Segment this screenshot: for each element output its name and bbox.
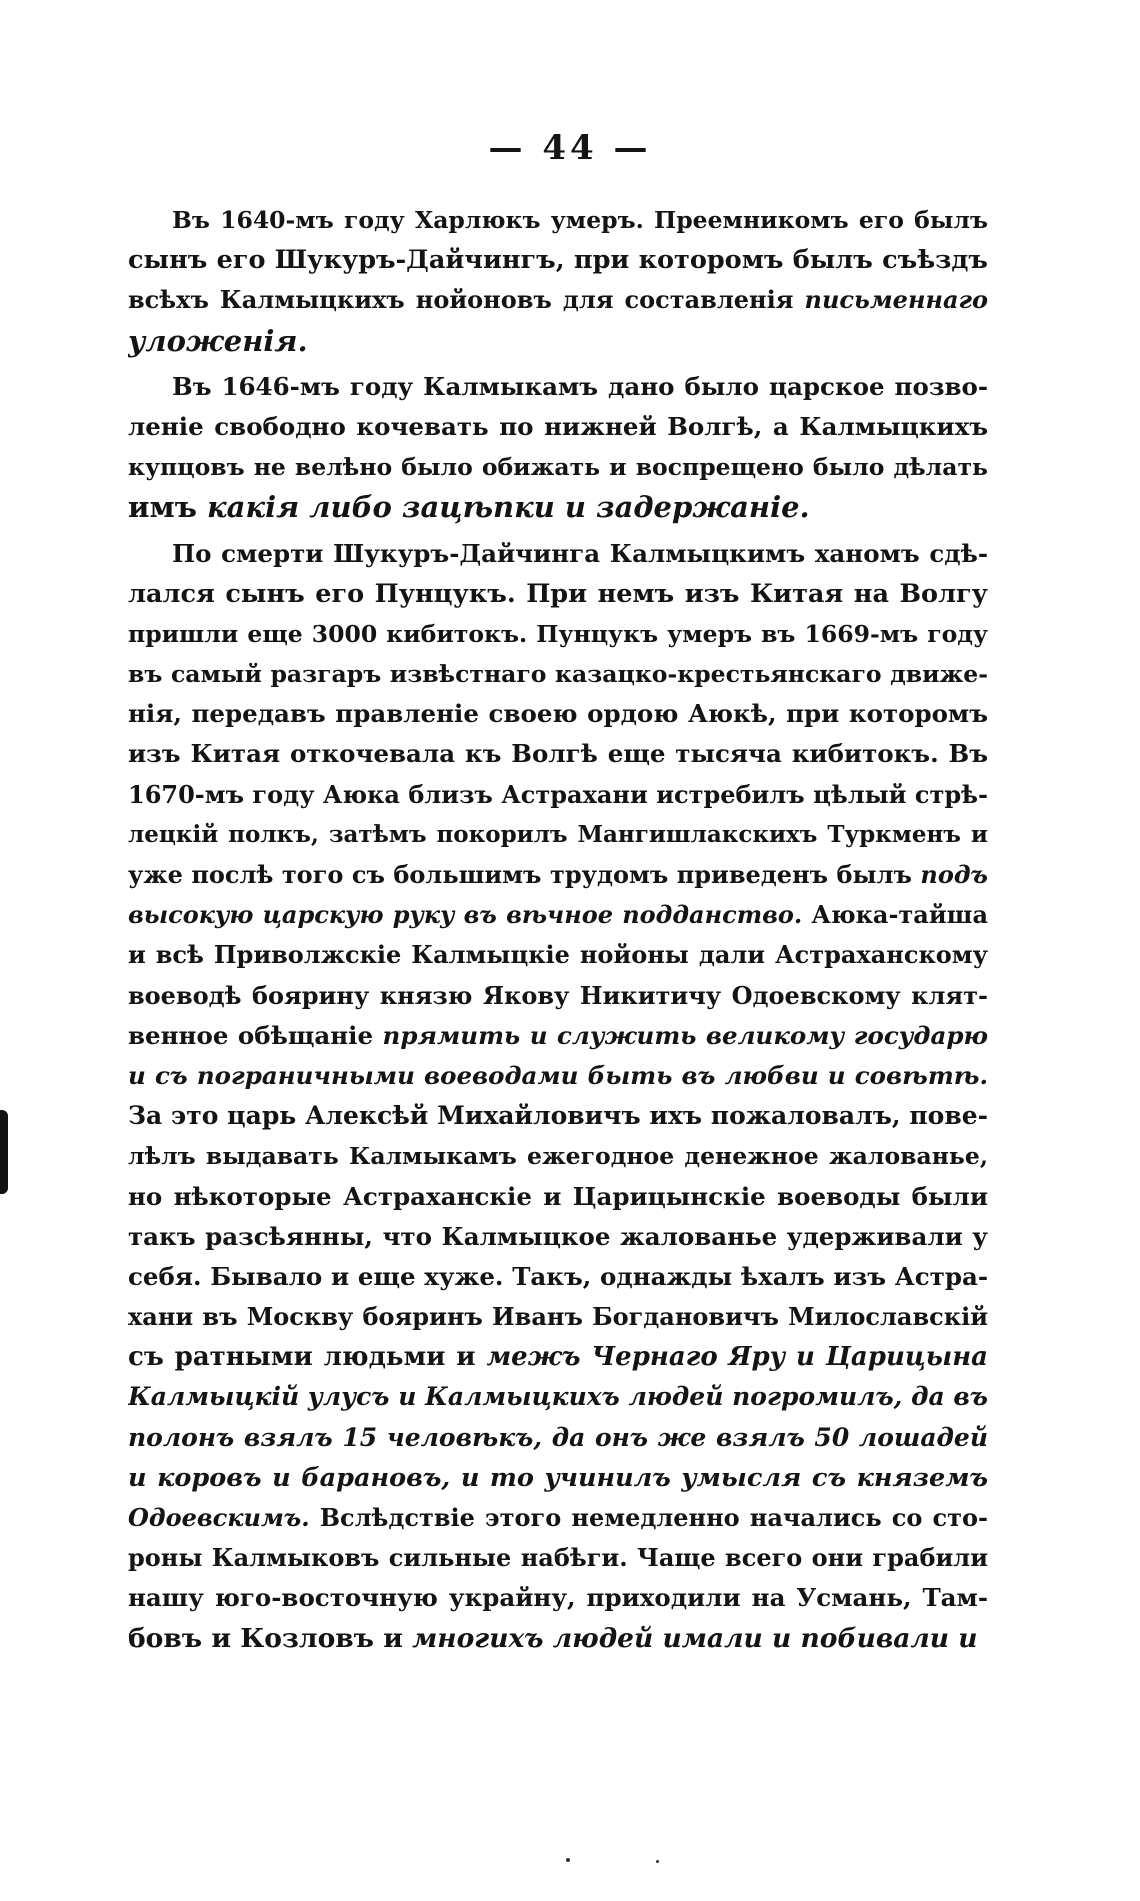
text-line xyxy=(128,734,988,774)
text-span: Вслѣдствіе этого немедленно начались со сто- xyxy=(309,1503,988,1532)
text-line xyxy=(128,614,988,654)
text-span: купцовъ не велѣно было обижать и воспрещено было дѣлать xyxy=(128,453,988,482)
scan-speck xyxy=(656,1860,659,1863)
text-span: съ ратными людьми и xyxy=(128,1342,487,1373)
text-line xyxy=(128,447,988,487)
italic-text: подъ xyxy=(920,860,988,889)
text-line xyxy=(128,487,988,527)
paragraph xyxy=(128,534,988,1659)
text-span: нія, передавъ правленіе своею ордою Аюкѣ, при которомъ xyxy=(128,699,988,729)
text-span: бовъ и Козловъ и xyxy=(128,1622,413,1654)
italic-text: прямить и служить великому государю xyxy=(382,1020,988,1050)
text-span: лецкій полкъ, затѣмъ покорилъ Мангишлакскихъ Туркменъ и xyxy=(128,820,988,848)
italic-text: высокую царскую руку въ вѣчное подданство. xyxy=(128,900,803,930)
text-line xyxy=(128,855,988,895)
text-span: Въ 1646-мъ году Калмыкамъ дано было царское позво- xyxy=(172,371,988,401)
body-text xyxy=(128,200,988,1659)
text-span: такъ разсѣянны, что Калмыцкое жалованье удерживали у xyxy=(128,1221,988,1251)
text-line xyxy=(128,976,988,1016)
text-span: По смерти Шукуръ-Дайчинга Калмыцкимъ ханомъ сдѣ- xyxy=(172,538,988,568)
text-line xyxy=(128,1056,988,1096)
paragraph xyxy=(128,367,988,528)
text-span: въ самый разгаръ извѣстнаго казацко-крестьянскаго движе- xyxy=(128,660,988,689)
scan-edge-mark xyxy=(0,1110,8,1194)
text-line xyxy=(128,321,988,361)
text-span: уже послѣ того съ большимъ трудомъ приведенъ былъ xyxy=(128,860,921,889)
text-span: Въ 1640-мъ году Харлюкъ умеръ. Преемникомъ его былъ xyxy=(172,206,988,234)
text-line xyxy=(128,1337,988,1377)
text-line xyxy=(128,574,988,614)
text-line xyxy=(128,895,988,935)
text-span: пришли еще 3000 кибитокъ. Пунцукъ умеръ въ 1669-мъ году xyxy=(128,619,988,648)
scan-speck xyxy=(566,1858,570,1862)
text-span: 1670-мъ году Аюка близъ Астрахани истребилъ цѣлый стрѣ- xyxy=(128,779,988,809)
text-line xyxy=(128,1619,988,1659)
text-line xyxy=(128,367,988,407)
text-span: имъ xyxy=(128,490,208,525)
text-line xyxy=(128,815,988,855)
text-span: За это царь Алексѣй Михайловичъ ихъ пожаловалъ, пове- xyxy=(128,1101,988,1131)
text-line xyxy=(128,1418,988,1458)
italic-text: и съ пограничными воеводами быть въ любви и совѣтѣ. xyxy=(128,1060,988,1090)
text-span: воеводѣ боярину князю Якову Никитичу Одоевскому клят- xyxy=(128,980,988,1010)
text-span: нашу юго-восточную украйну, приходили на Усмань, Там- xyxy=(128,1583,988,1613)
paragraph xyxy=(128,200,988,361)
text-line xyxy=(128,694,988,734)
text-line xyxy=(128,1177,988,1217)
text-span: но нѣкоторые Астраханскіе и Царицынскіе воеводы были xyxy=(128,1181,988,1211)
text-line xyxy=(128,1016,988,1056)
text-line xyxy=(128,1096,988,1136)
text-span: сынъ его Шукуръ-Дайчингъ, при которомъ былъ съѣздъ xyxy=(128,245,988,276)
text-line xyxy=(128,935,988,975)
italic-text: полонъ взялъ 15 человѣкъ, да онъ же взялъ 50 лошадей xyxy=(128,1422,988,1452)
text-line xyxy=(128,200,988,240)
italic-text: многихъ людей имали и побивали и xyxy=(412,1622,978,1654)
italic-text: уложенія. xyxy=(128,323,308,358)
text-span: всѣхъ Калмыцкихъ нойоновъ для составленія xyxy=(128,285,805,315)
text-line xyxy=(128,654,988,694)
text-span: и всѣ Приволжскіе Калмыцкіе нойоны дали Астраханскому xyxy=(128,940,988,970)
italic-text: Одоевскимъ. xyxy=(128,1503,310,1532)
text-line xyxy=(128,1377,988,1417)
text-line xyxy=(128,1498,988,1538)
italic-text: какія либо зацѣпки и задержаніе. xyxy=(207,490,810,525)
text-span: изъ Китая откочевала къ Волгѣ еще тысяча кибитокъ. Въ xyxy=(128,739,988,769)
italic-text: и коровъ и барановъ, и то учинилъ умысля съ княземъ xyxy=(128,1462,988,1493)
text-line xyxy=(128,1136,988,1176)
text-line xyxy=(128,1458,988,1498)
text-line xyxy=(128,534,988,574)
text-line xyxy=(128,407,988,447)
text-line xyxy=(128,1538,988,1578)
text-line xyxy=(128,1217,988,1257)
text-span: венное обѣщаніе xyxy=(128,1020,383,1050)
text-line xyxy=(128,240,988,280)
page-number: — 44 — xyxy=(488,128,652,168)
italic-text: Калмыцкій улусъ и Калмыцкихъ людей погромилъ, да въ xyxy=(128,1382,988,1412)
text-span: лѣлъ выдавать Калмыкамъ ежегодное денежное жалованье, xyxy=(128,1142,988,1171)
text-span: хани въ Москву бояринъ Иванъ Богдановичъ Милославскій xyxy=(128,1302,988,1332)
text-line xyxy=(128,1257,988,1297)
italic-text: межъ Чернаго Яру и Царицына xyxy=(486,1342,988,1373)
text-span: лался сынъ его Пунцукъ. При немъ изъ Китая на Волгу xyxy=(128,578,988,609)
text-line xyxy=(128,280,988,320)
italic-text: письменнаго xyxy=(804,285,988,315)
text-span: леніе свободно кочевать по нижней Волгѣ, а Калмыцкихъ xyxy=(128,411,988,441)
text-span: себя. Бывало и еще хуже. Такъ, однажды ѣхалъ изъ Астра- xyxy=(128,1261,988,1291)
text-line xyxy=(128,1578,988,1618)
text-span: роны Калмыковъ сильные набѣги. Чаще всего они грабили xyxy=(128,1543,988,1573)
text-line xyxy=(128,775,988,815)
text-line xyxy=(128,1297,988,1337)
text-span: Аюка-тайша xyxy=(802,900,988,930)
